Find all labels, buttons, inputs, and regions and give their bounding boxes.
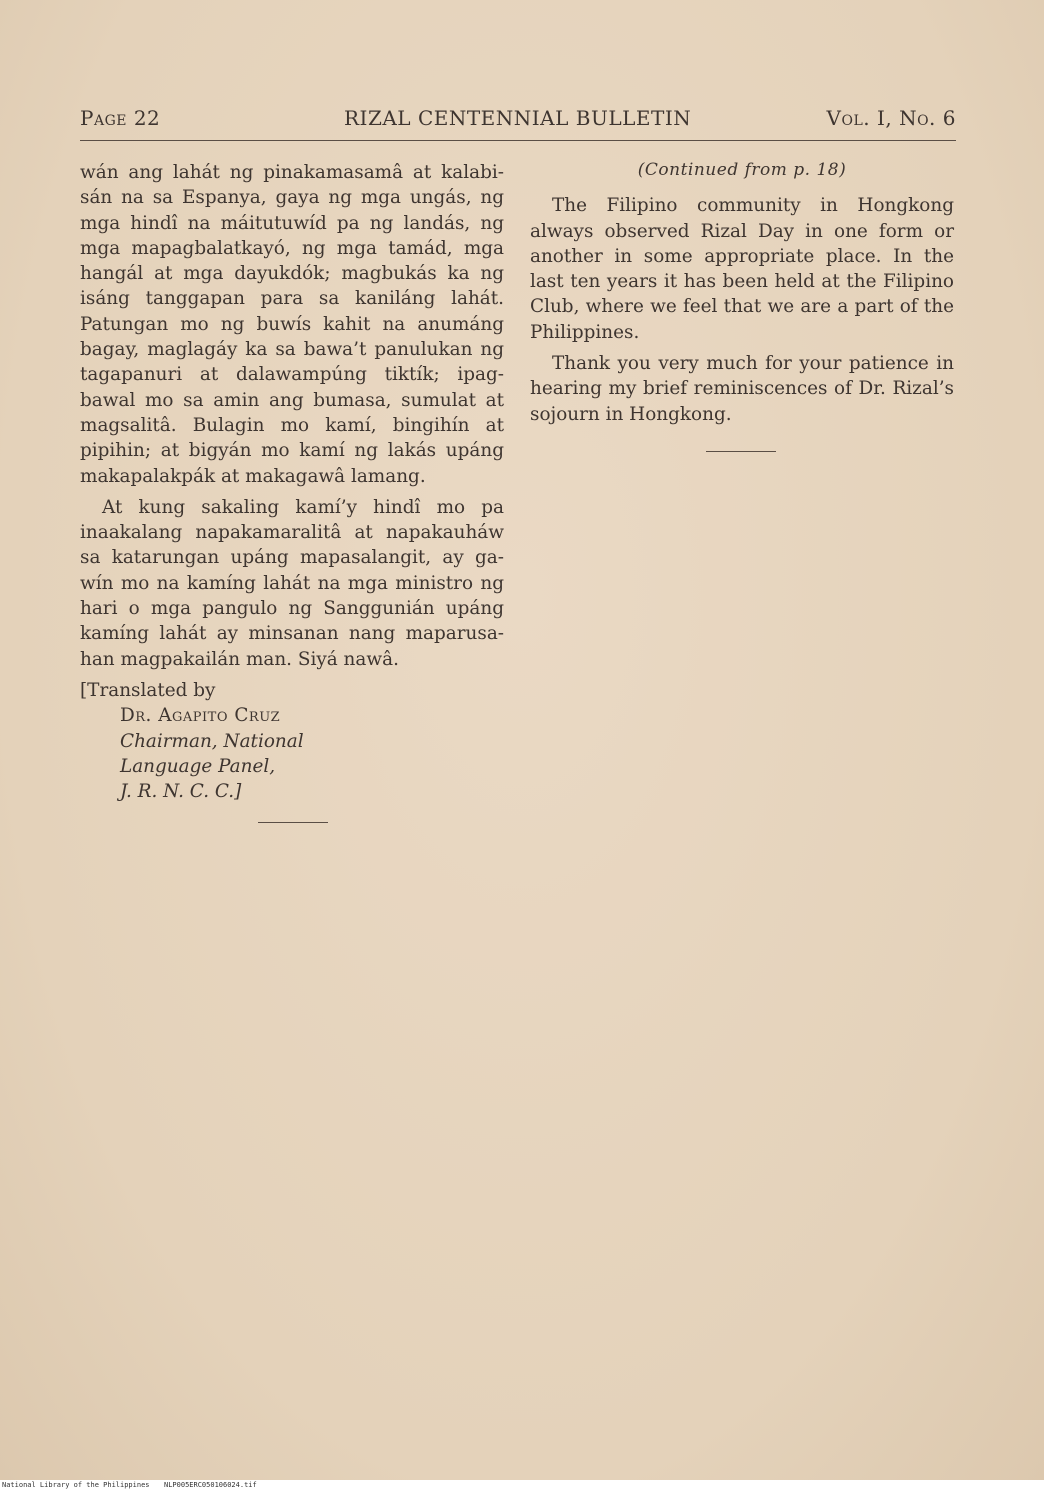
right-paragraph-1: The Filipino community in Hongkong always observed Rizal Day in one form or another in some appropriate place. In the last ten years it has been held at the Filipino Club, where we feel that we are a part of the Philippines. bbox=[530, 195, 954, 343]
scan-source: National Library of the Philippines bbox=[2, 1481, 150, 1489]
header-rule bbox=[80, 140, 956, 141]
scan-footer bbox=[0, 1480, 1044, 1490]
page-number: Page 22 bbox=[80, 106, 161, 130]
translator-title-2: Language Panel, bbox=[120, 755, 276, 777]
translator-name: Dr. Agapito Cruz bbox=[120, 705, 281, 727]
scan-file: NLP005ERC050106024.tif bbox=[164, 1481, 257, 1489]
left-paragraph-1: wán ang lahát ng pinakamasamâ at kalabisán na sa Espanya, gaya ng mga ungás, ng mga hindî na máitutuwíd pa ng landás, ng mga mapagbalatkayó, ng mga tamád, mga hangál at mga dayukdók; magbukás ka ng isáng tanggapan para sa kaniláng lahát. Patungan mo ng buwís kahit na anumáng bagay, maglagáy ka sa bawa’t panulukan ng tagapanuri at dalawampúng tiktík; ipagbawal mo sa amin ang bumasa, sumulat at magsalitâ. Bulagin mo kamí, bingihín at pipihin; at bigyán mo kamí ng lakás upáng makapalakpák at makagawâ lamang. bbox=[80, 162, 504, 487]
right-column bbox=[530, 158, 954, 427]
left-column bbox=[80, 160, 504, 804]
page-header bbox=[80, 106, 956, 140]
translator-org: J. R. N. C. C.] bbox=[120, 781, 242, 803]
translated-by: [Translated by bbox=[80, 679, 216, 701]
left-paragraph-2: At kung sakaling kamí’y hindî mo pa inaakalang napakamaralitâ at napakauháw sa katarungan upáng mapasalangit, ay gawín mo na kamíng lahát na mga ministro ng hari o mga pangulo ng Sanggunián upáng kamíng lahát ay minsanan nang maparusahan magpakailán man. Siyá nawâ. bbox=[80, 496, 504, 670]
publication-title: RIZAL CENTENNIAL BULLETIN bbox=[344, 106, 692, 130]
translator-credit bbox=[120, 703, 504, 804]
right-paragraph-2: Thank you very much for your patience in hearing my brief reminiscences of Dr. Rizal’s sojourn in Hongkong. bbox=[530, 353, 954, 425]
translator-title-1: Chairman, National bbox=[120, 730, 304, 752]
right-end-rule bbox=[706, 451, 776, 452]
left-end-rule bbox=[258, 822, 328, 823]
volume-number: Vol. I, No. 6 bbox=[826, 106, 956, 130]
continued-note: (Continued from p. 18) bbox=[637, 160, 847, 180]
